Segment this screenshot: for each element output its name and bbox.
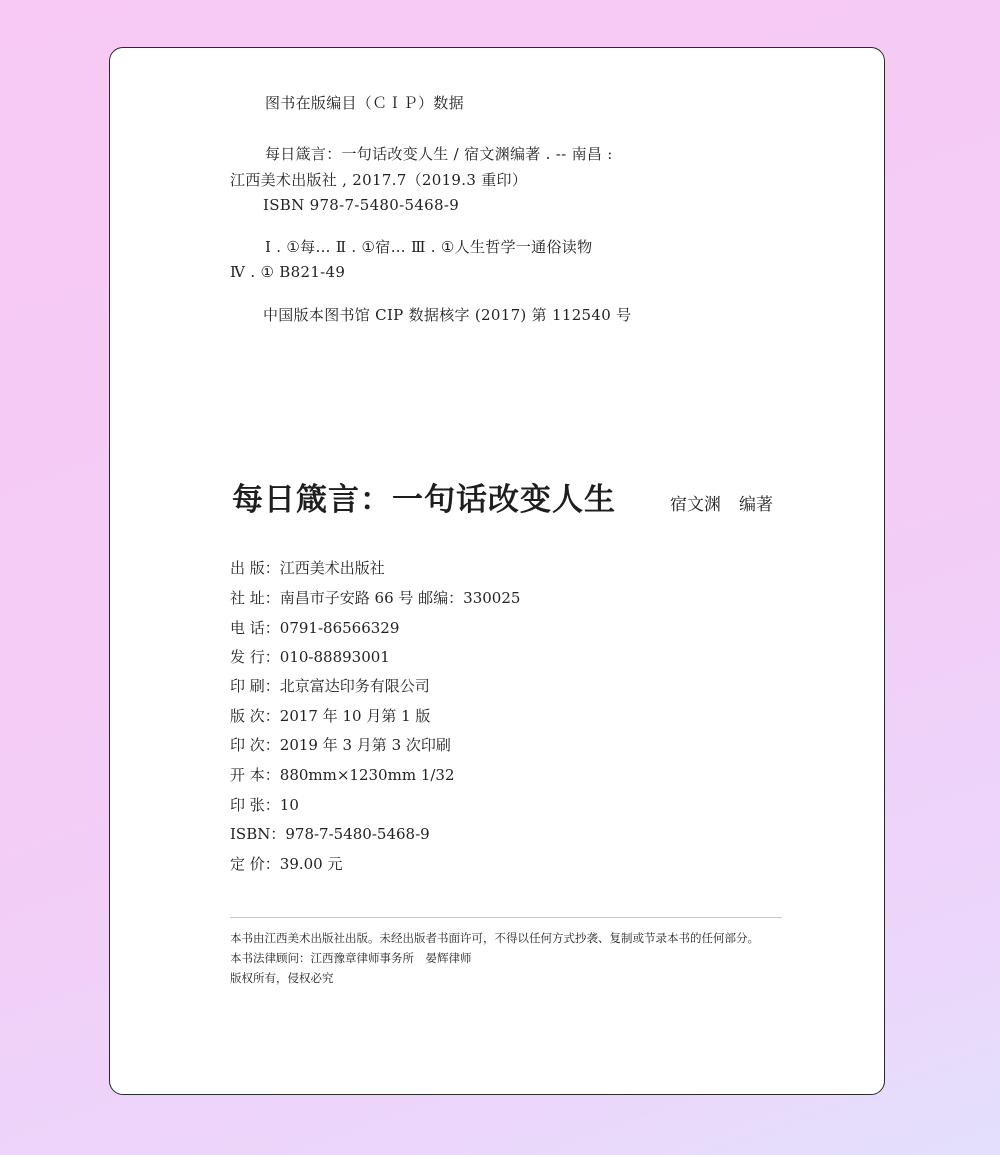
pub-label: 印 刷： <box>230 677 280 695</box>
pub-value: 880mm×1230mm 1/32 <box>279 766 455 784</box>
author-role: 编著 <box>739 495 773 515</box>
pub-row-isbn <box>230 823 430 844</box>
pub-row-edition <box>230 705 430 726</box>
pub-label: 开 本： <box>230 766 280 784</box>
pub-label: 印 张： <box>230 796 280 814</box>
pub-label: ISBN： <box>230 825 286 843</box>
legal-advisor-notice: 本书法律顾问：江西豫章律师事务所 晏辉律师 <box>230 951 472 965</box>
copyright-page-card <box>109 47 885 1095</box>
cip-heading: 图书在版编目（ＣＩＰ）数据 <box>265 94 464 112</box>
pub-value: 10 <box>279 796 299 814</box>
copyright-notice: 本书由江西美术出版社出版。未经出版者书面许可，不得以任何方式抄袭、复制或节录本书的任何部分。 <box>230 931 759 945</box>
pub-row-address <box>230 587 520 608</box>
pub-value: 2017 年 10 月第 1 版 <box>279 707 431 725</box>
pub-row-printing <box>230 734 451 755</box>
pub-value: 010-88893001 <box>279 648 390 666</box>
book-title: 每日箴言：一句话改变人生 <box>232 482 616 518</box>
pub-row-phone <box>230 617 399 638</box>
pub-value: 0791-86566329 <box>279 619 400 637</box>
pub-row-sheets <box>230 794 299 815</box>
pub-label: 电 话： <box>230 619 280 637</box>
pub-label: 版 次： <box>230 707 280 725</box>
pub-label: 社 址： <box>230 589 280 607</box>
pub-label: 印 次： <box>230 736 280 754</box>
pub-row-publisher <box>230 557 385 578</box>
pub-row-distribution <box>230 646 390 667</box>
pub-value: 北京富达印务有限公司 <box>279 677 430 695</box>
pub-value: 978-7-5480-5468-9 <box>285 825 430 843</box>
pub-row-format <box>230 764 455 785</box>
cip-line-5: Ⅳ . ① B821-49 <box>230 263 346 281</box>
footer-divider <box>230 917 782 918</box>
pub-row-printer <box>230 675 430 696</box>
cip-line-4: Ⅰ . ①每… Ⅱ . ①宿… Ⅲ . ①人生哲学一通俗读物 <box>265 238 593 256</box>
book-author-line <box>670 490 791 515</box>
pub-value: 39.00 元 <box>279 855 343 873</box>
pub-label: 定 价： <box>230 855 280 873</box>
pub-label: 出 版： <box>230 559 280 577</box>
pub-label: 发 行： <box>230 648 280 666</box>
pub-value: 2019 年 3 月第 3 次印刷 <box>279 736 451 754</box>
pub-value: 南昌市子安路 66 号 邮编：330025 <box>279 589 521 607</box>
author-name: 宿文渊 <box>670 495 721 515</box>
pub-row-price <box>230 853 343 874</box>
pub-value: 江西美术出版社 <box>279 559 385 577</box>
cip-line-3: ISBN 978-7-5480-5468-9 <box>263 196 460 214</box>
cip-line-2: 江西美术出版社 , 2017.7（2019.3 重印） <box>230 171 528 189</box>
cip-line-6: 中国版本图书馆 CIP 数据核字 (2017) 第 112540 号 <box>263 306 632 324</box>
rights-reserved-notice: 版权所有，侵权必究 <box>230 971 334 985</box>
cip-line-1: 每日箴言：一句话改变人生 / 宿文渊编著 . -- 南昌 : <box>265 145 613 163</box>
